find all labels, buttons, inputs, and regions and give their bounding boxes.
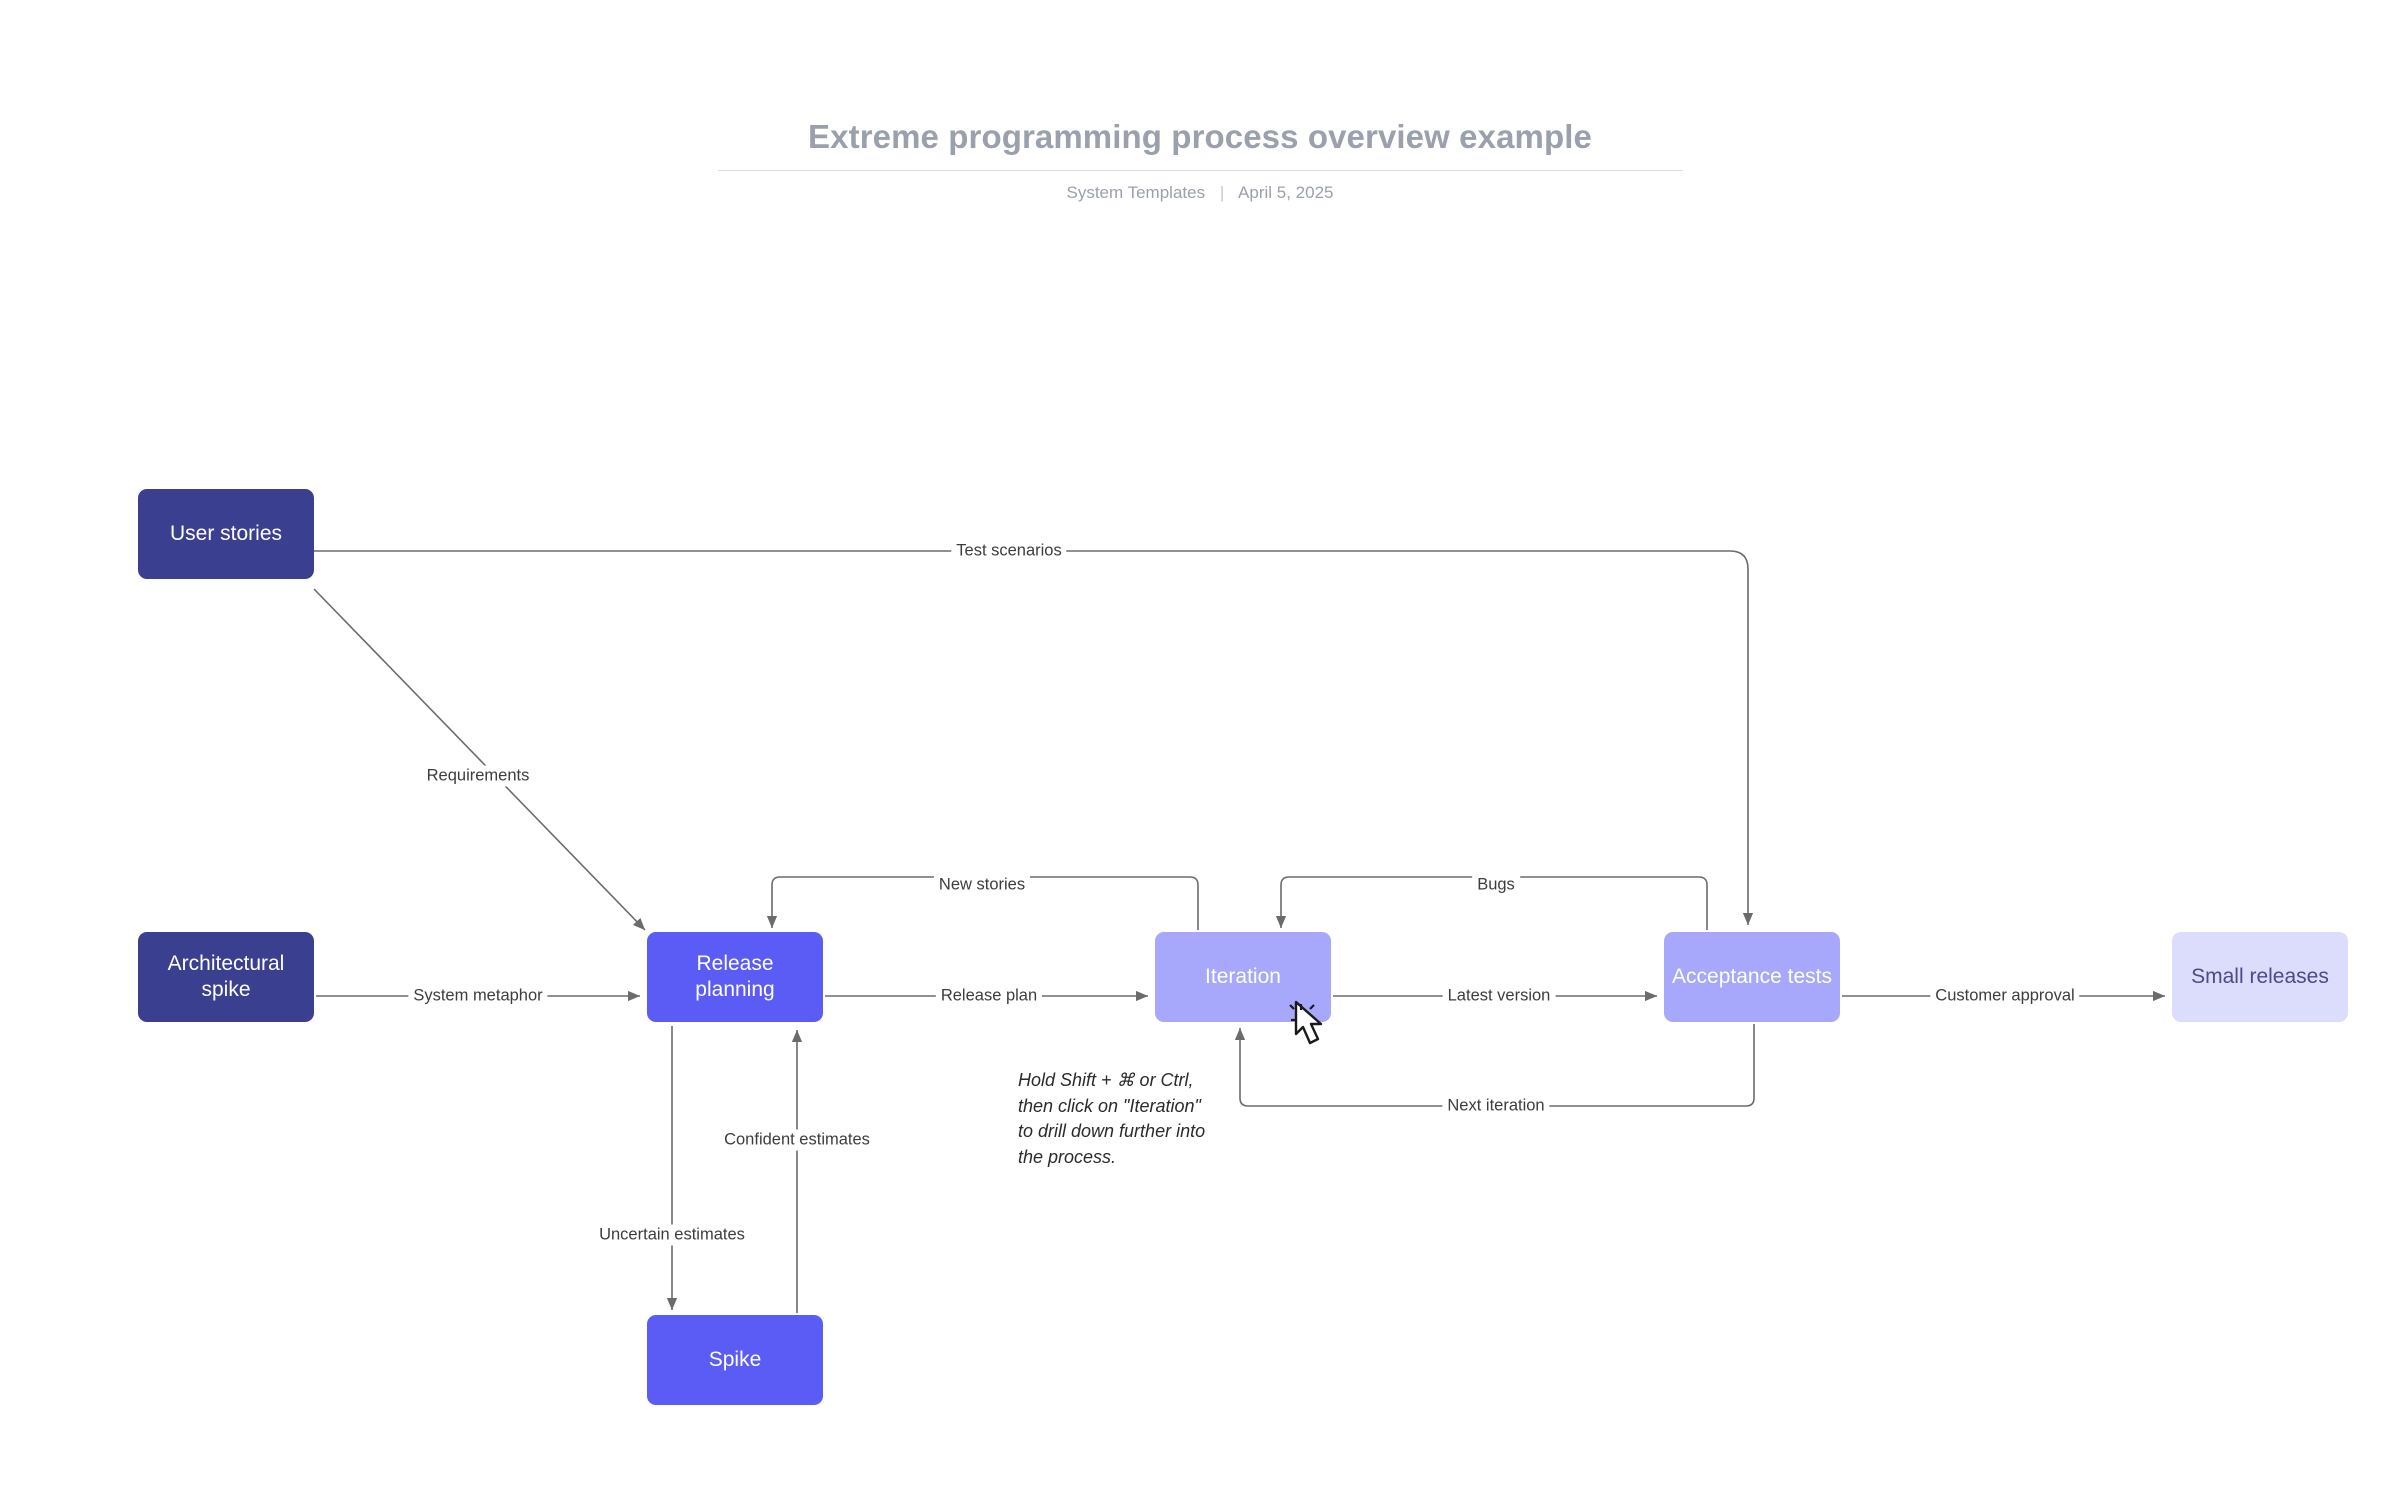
node-user-stories[interactable] — [138, 489, 314, 579]
node-label: Small releases — [2191, 964, 2329, 988]
document-author: System Templates — [1066, 183, 1206, 202]
edge-label-uncertain-estimates: Uncertain estimates — [594, 1225, 750, 1246]
edge-label-test-scenarios: Test scenarios — [951, 541, 1066, 562]
edge-next-iteration — [1240, 1024, 1754, 1106]
node-label: Acceptance tests — [1672, 964, 1832, 988]
node-label: Release planning — [695, 951, 775, 1001]
edge-label-customer-approval: Customer approval — [1930, 986, 2079, 1007]
node-release-planning[interactable] — [647, 932, 823, 1022]
document-date: April 5, 2025 — [1238, 183, 1334, 202]
edge-label-release-plan: Release plan — [936, 986, 1042, 1007]
node-label: Architectural spike — [167, 951, 285, 1001]
meta-separator: | — [1219, 183, 1225, 202]
edge-label-latest-version: Latest version — [1443, 986, 1556, 1007]
edge-label-requirements: Requirements — [422, 766, 535, 787]
edge-label-bugs: Bugs — [1472, 875, 1520, 896]
node-iteration[interactable] — [1155, 932, 1331, 1022]
node-acceptance-tests[interactable] — [1664, 932, 1840, 1022]
node-label: Iteration — [1205, 964, 1281, 988]
page-title: Extreme programming process overview example — [718, 118, 1683, 171]
drill-down-hint: Hold Shift + ⌘ or Ctrl, then click on "Iteration" to drill down further into the process. — [1018, 1070, 1206, 1167]
node-label: User stories — [169, 521, 283, 545]
node-architectural-spike[interactable] — [138, 932, 314, 1022]
node-small-releases[interactable] — [2172, 932, 2348, 1022]
edge-label-new-stories: New stories — [934, 875, 1030, 896]
edge-label-system-metaphor: System metaphor — [408, 986, 547, 1007]
edge-label-confident-estimates: Confident estimates — [719, 1130, 875, 1151]
edge-label-next-iteration: Next iteration — [1442, 1096, 1549, 1117]
edge-requirements — [314, 589, 645, 930]
node-spike[interactable] — [647, 1315, 823, 1405]
node-label: Spike — [708, 1347, 762, 1371]
edge-test-scenarios — [314, 551, 1748, 925]
